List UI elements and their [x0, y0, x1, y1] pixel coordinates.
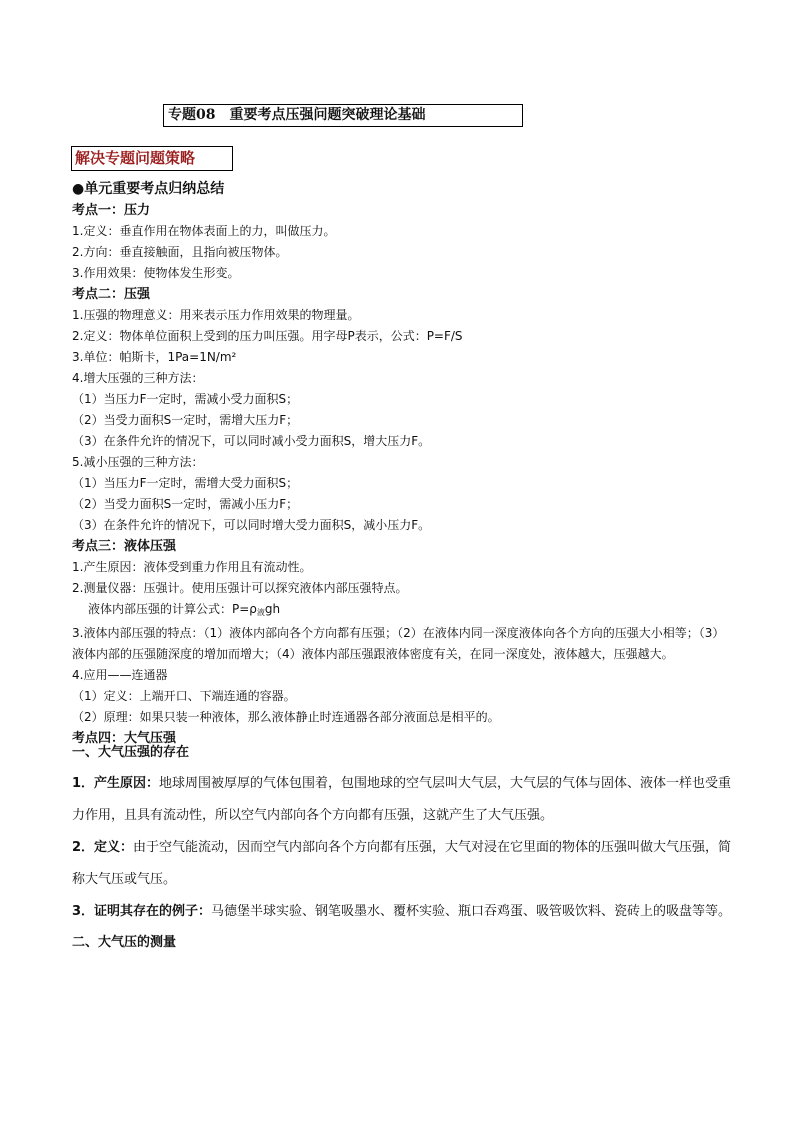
kp2-line: 5.减小压强的三种方法： [72, 455, 204, 469]
summary-heading: ●单元重要考点归纳总结 [72, 181, 225, 197]
paragraph-cause [72, 768, 732, 832]
kp2-line: （2）当受力面积S一定时，需减小压力F； [72, 497, 299, 511]
kp1-line: 2.方向：垂直接触面，且指向被压物体。 [72, 245, 288, 259]
section-heading: 二、大气压的测量 [72, 935, 177, 950]
kp2-line: （2）当受力面积S一定时，需增大压力F； [72, 413, 299, 427]
formula-prefix: 液体内部压强的计算公式：P=ρ [88, 602, 257, 616]
kp3-heading: 考点三：液体压强 [72, 539, 177, 554]
kp1-line: 3.作用效果：使物体发生形变。 [72, 266, 240, 280]
atmospheric-pressure-section [72, 738, 732, 958]
kp4-heading: 考点四：大气压强 [72, 731, 177, 746]
kp2-line: 2.定义：物体单位面积上受到的压力叫压强。用字母P表示，公式：P=F/S [72, 329, 463, 343]
kp3-line: （2）原理：如果只装一种液体，那么液体静止时连通器各部分液面总是相平的。 [72, 710, 500, 724]
kp2-line: 1.压强的物理意义：用来表示压力作用效果的物理量。 [72, 308, 360, 322]
kp2-line: 4.增大压强的三种方法： [72, 371, 204, 385]
paragraph-label: 1．产生原因： [72, 776, 160, 791]
section-heading: 一、大气压强的存在 [72, 745, 190, 760]
paragraph-definition [72, 832, 732, 896]
kp3-line: 2.测量仪器：压强计。使用压强计可以探究液体内部压强特点。 [72, 581, 408, 595]
kp2-line: （1）当压力F一定时，需增大受力面积S； [72, 476, 299, 490]
kp3-line: （1）定义：上端开口、下端连通的容器。 [72, 689, 296, 703]
kp1-heading: 考点一：压力 [72, 203, 151, 218]
kp2-heading: 考点二：压强 [72, 287, 151, 302]
kp2-line: （1）当压力F一定时，需减小受力面积S； [72, 392, 299, 406]
strategy-label: 解决专题问题策略 [71, 146, 233, 171]
formula-suffix: gh [264, 602, 281, 616]
knowledge-summary [72, 178, 734, 749]
paragraph-text: 地球周围被厚厚的气体包围着，包围地球的空气层叫大气层，大气层的气体与固体、液体一样也受重力作用，且具有流动性，所以空气内部向各个方向都有压强，这就产生了大气压强。 [72, 776, 732, 823]
document-title: 专题08 重要考点压强问题突破理论基础 [163, 104, 523, 127]
kp1-line: 1.定义：垂直作用在物体表面上的力，叫做压力。 [72, 224, 336, 238]
kp2-line: （3）在条件允许的情况下，可以同时增大受力面积S，减小压力F。 [72, 518, 431, 532]
kp3-line: 4.应用——连通器 [72, 668, 168, 682]
paragraph-text: 由于空气能流动，因而空气内部向各个方向都有压强，大气对浸在它里面的物体的压强叫做大气压强，简称大气压或气压。 [72, 840, 732, 887]
kp3-line: 1.产生原因：液体受到重力作用且有流动性。 [72, 560, 312, 574]
paragraph-label: 3．证明其存在的例子： [72, 904, 212, 919]
liquid-pressure-formula [72, 599, 734, 623]
paragraph-text: 马德堡半球实验、钢笔吸墨水、覆杯实验、瓶口吞鸡蛋、吸管吸饮料、瓷砖上的吸盘等等。 [211, 904, 732, 919]
kp2-line: 3.单位：帕斯卡，1Pa=1N/m² [72, 350, 237, 364]
kp2-line: （3）在条件允许的情况下，可以同时减小受力面积S，增大压力F。 [72, 434, 431, 448]
paragraph-examples [72, 896, 732, 928]
paragraph-label: 2．定义： [72, 840, 134, 855]
kp3-line: 3.液体内部压强的特点：（1）液体内部向各个方向都有压强；（2）在液体内同一深度液体向各个方向的压强大小相等；（3）液体内部的压强随深度的增加而增大；（4）液体内部压强跟液体密度有关，在同一深度处，液体越大，压强越大。 [72, 626, 725, 661]
formula-subscript: 液 [256, 608, 265, 617]
